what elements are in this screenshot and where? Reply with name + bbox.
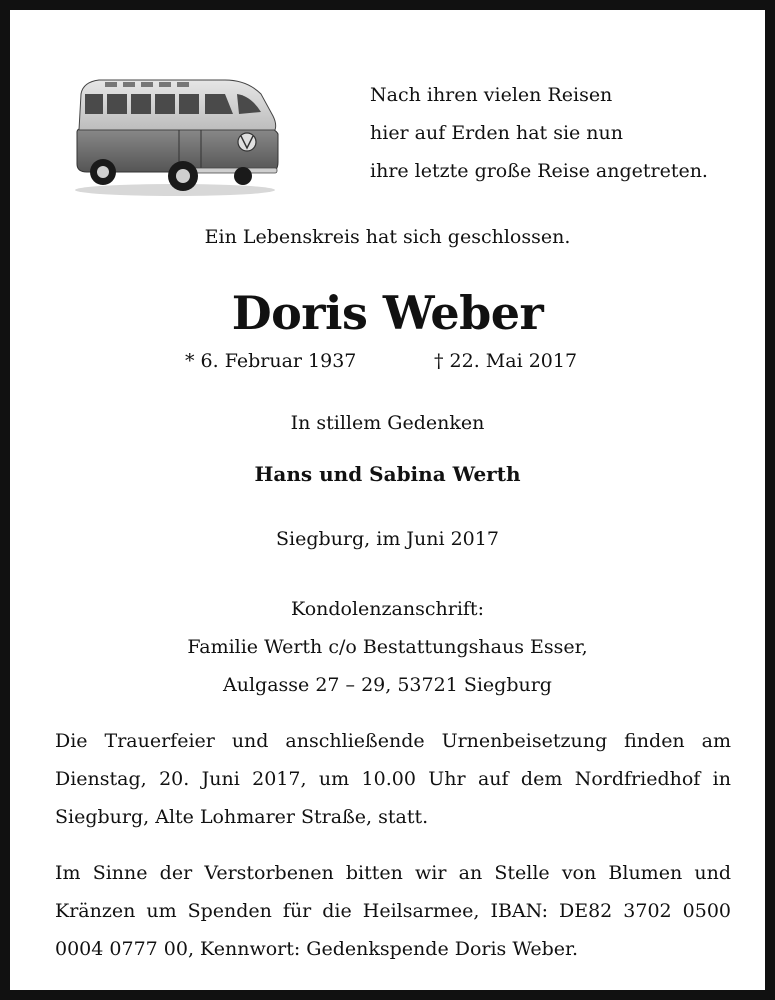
condolence-line: Familie Werth c/o Bestattungshaus Esser,: [187, 636, 588, 658]
remembrance-line: In stillem Gedenken: [290, 412, 485, 434]
death-date: † 22. Mai 2017: [434, 350, 578, 372]
condolence-heading: Kondolenzanschrift:: [291, 598, 484, 620]
mourners-names: Hans und Sabina Werth: [254, 462, 521, 486]
condolence-address: [10, 590, 765, 704]
birth-date: * 6. Februar 1937: [185, 350, 357, 372]
quote-line: hier auf Erden hat sie nun: [370, 122, 624, 144]
deceased-name: Doris Weber: [231, 286, 544, 340]
memorial-quote: [370, 76, 750, 190]
intro-line: Ein Lebenskreis hat sich geschlossen.: [204, 226, 571, 248]
donation-paragraph: Im Sinne der Verstorbenen bitten wir an Stelle von Blumen und Kränzen um Spenden für die Heilsarmee, IBAN: DE82 3702 0500 0004 0777 00, Kennwort: Gedenkspende Doris Weber.: [55, 862, 731, 960]
quote-line: Nach ihren vielen Reisen: [370, 84, 613, 106]
vw-bus-image: [65, 72, 283, 200]
quote-line: ihre letzte große Reise angetreten.: [370, 160, 708, 182]
condolence-line: Aulgasse 27 – 29, 53721 Siegburg: [223, 674, 552, 696]
service-paragraph: Die Trauerfeier und anschließende Urnenbeisetzung finden am Dienstag, 20. Juni 2017, um 10.00 Uhr auf dem Nordfriedhof in Siegburg, Alte Lohmarer Straße, statt.: [55, 730, 731, 828]
place-date: Siegburg, im Juni 2017: [276, 528, 499, 550]
